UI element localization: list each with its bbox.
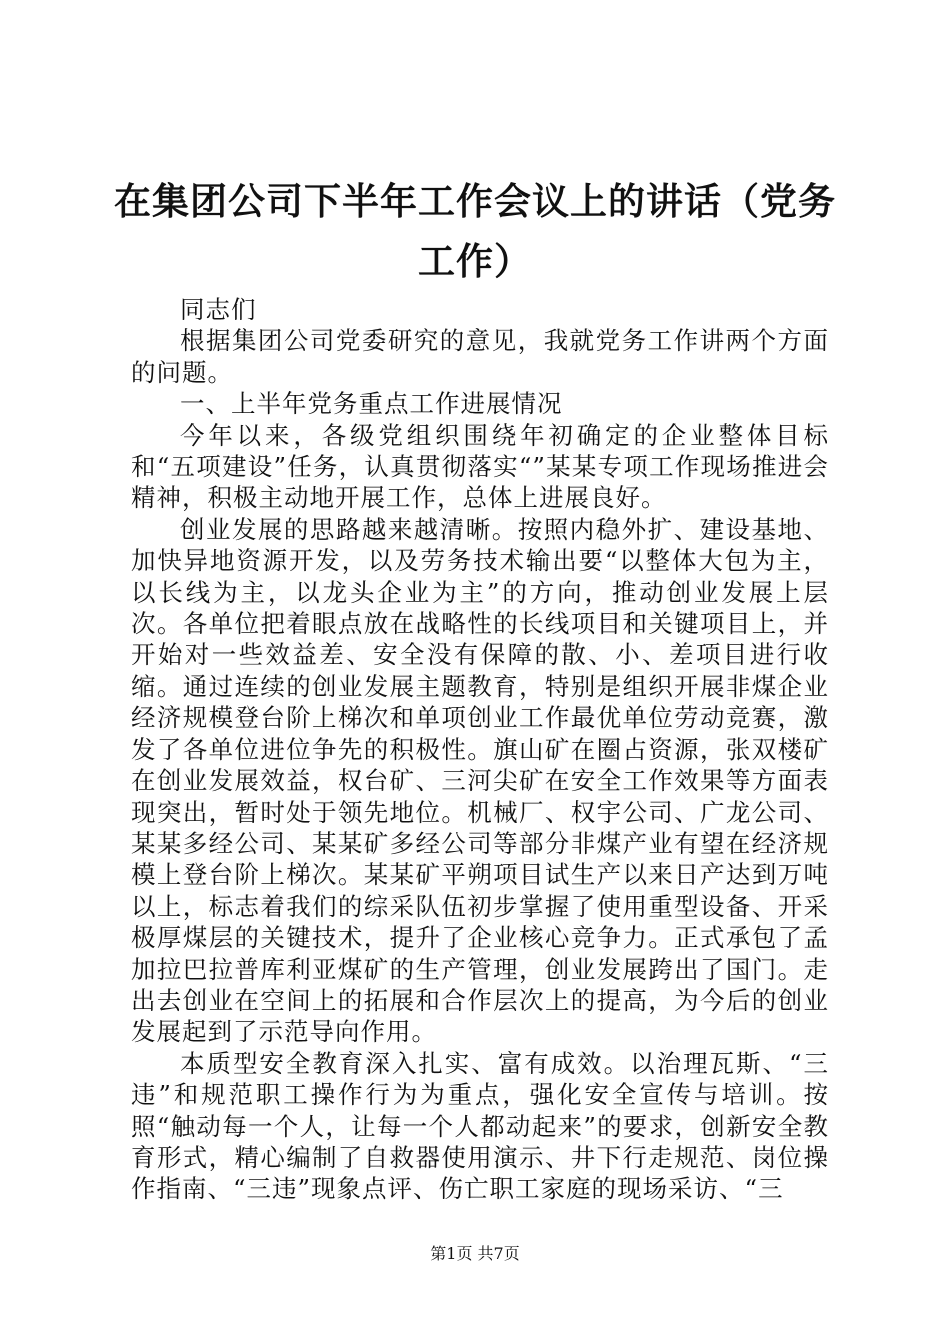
greeting-paragraph: 同志们 xyxy=(180,295,257,324)
section-heading: 一、上半年党务重点工作进展情况 xyxy=(180,389,563,419)
page-number: 第1页 共7页 xyxy=(430,1244,520,1263)
body-paragraph: 本质型安全教育深入扎实、富有成效。以治理瓦斯、“三违”和规范职工操作行为为重点，强化安全宣传与培训。按照“触动每一个人，让每一个人都动起来”的要求，创新安全教育形式，精心编制了自救器使用演示、井下行走规范、岗位操作指南、“三违”现象点评、伤亡职工家庭的现场采访、“三 xyxy=(131,1048,829,1204)
body-paragraph: 创业发展的思路越来越清晰。按照内稳外扩、建设基地、加快异地资源开发，以及劳务技术输出要“以整体大包为主，以长线为主，以龙头企业为主”的方向，推动创业发展上层次。各单位把着眼点放在战略性的长线项目和关键项目上，并开始对一些效益差、安全没有保障的散、小、差项目进行收缩。通过连续的创业发展主题教育，特别是组织开展非煤企业经济规模登台阶上梯次和单项创业工作最优单位劳动竞赛，激发了各单位进位争先的积极性。旗山矿在圈占资源，张双楼矿在创业发展效益，权台矿、三河尖矿在安全工作效果等方面表现突出，暂时处于领先地位。机械厂、权宇公司、广龙公司、某某多经公司、某某矿多经公司等部分非煤产业有望在经济规模上登台阶上梯次。某某矿平朔项目试生产以来日产达到万吨以上，标志着我们的综采队伍初步掌握了使用重型设备、开采极厚煤层的关键技术，提升了企业核心竞争力。正式承包了孟加拉巴拉普库利亚煤矿的生产管理，创业发展跨出了国门。走出去创业在空间上的拓展和合作层次上的提高，为今后的创业发展起到了示范导向作用。 xyxy=(131,514,829,1047)
document-body xyxy=(131,294,829,1205)
intro-paragraph: 根据集团公司党委研究的意见，我就党务工作讲两个方面的问题。 xyxy=(131,326,829,387)
document-title: 在集团公司下半年工作会议上的讲话（党务工作） xyxy=(114,180,836,283)
body-paragraph: 今年以来，各级党组织围绕年初确定的企业整体目标和“五项建设”任务，认真贯彻落实“”某某专项工作现场推进会精神，积极主动地开展工作，总体上进展良好。 xyxy=(131,420,829,513)
